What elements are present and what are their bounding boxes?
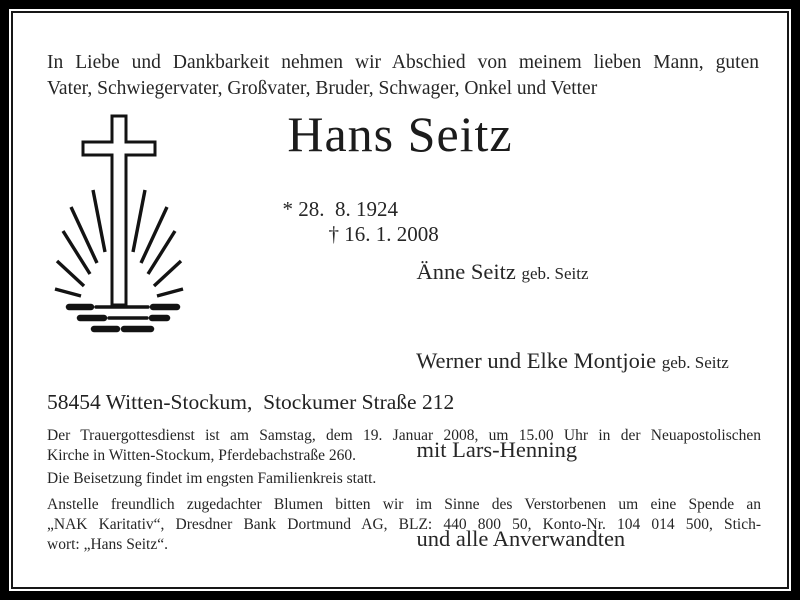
intro-line: In Liebe und Dankbarkeit nehmen wir Abschied von meinem lieben Mann, guten [47, 52, 759, 73]
death-date: † 16. 1. 2008 [328, 222, 439, 246]
donation-line: „NAK Karitativ“, Dresdner Bank Dortmund AG, BLZ: 440 800 50, Konto-Nr. 104 014 500, Stich- [47, 516, 761, 533]
birth-date: * 28. 8. 1924 [282, 197, 398, 221]
service-info [47, 426, 761, 466]
burial-info: Die Beisetzung findet im engsten Familienkreis statt. [47, 470, 377, 487]
donation-line: wort: „Hans Seitz“. [47, 536, 168, 553]
mourner-note: geb. Seitz [661, 353, 729, 372]
donation-info [47, 495, 761, 555]
address-line: 58454 Witten-Stockum, Stockumer Straße 212 [47, 390, 455, 414]
deceased-name: Hans Seitz [287, 106, 513, 162]
mourner-name: Änne Seitz [416, 259, 522, 284]
mourner-name: mit Lars-Henning [416, 437, 578, 462]
donation-line: Anstelle freundlich zugedachter Blumen bitten wir im Sinne des Verstorbenen um eine Spende an [47, 496, 761, 513]
service-line: Der Trauergottesdienst ist am Samstag, dem 19. Januar 2008, um 15.00 Uhr in der Neuapostolischen [47, 427, 761, 444]
mourner-note: geb. Seitz [521, 264, 589, 283]
mourner-name: und alle Anverwandten [416, 526, 626, 551]
mourner-row [394, 228, 729, 317]
service-line: Kirche in Witten-Stockum, Pferdebachstraße 260. [47, 447, 357, 464]
nak-cross-emblem-icon [53, 102, 193, 339]
mourner-name: Werner und Elke Montjoie [416, 348, 662, 373]
intro-text [47, 50, 759, 102]
intro-line: Vater, Schwiegervater, Großvater, Bruder, Schwager, Onkel und Vetter [47, 78, 598, 99]
